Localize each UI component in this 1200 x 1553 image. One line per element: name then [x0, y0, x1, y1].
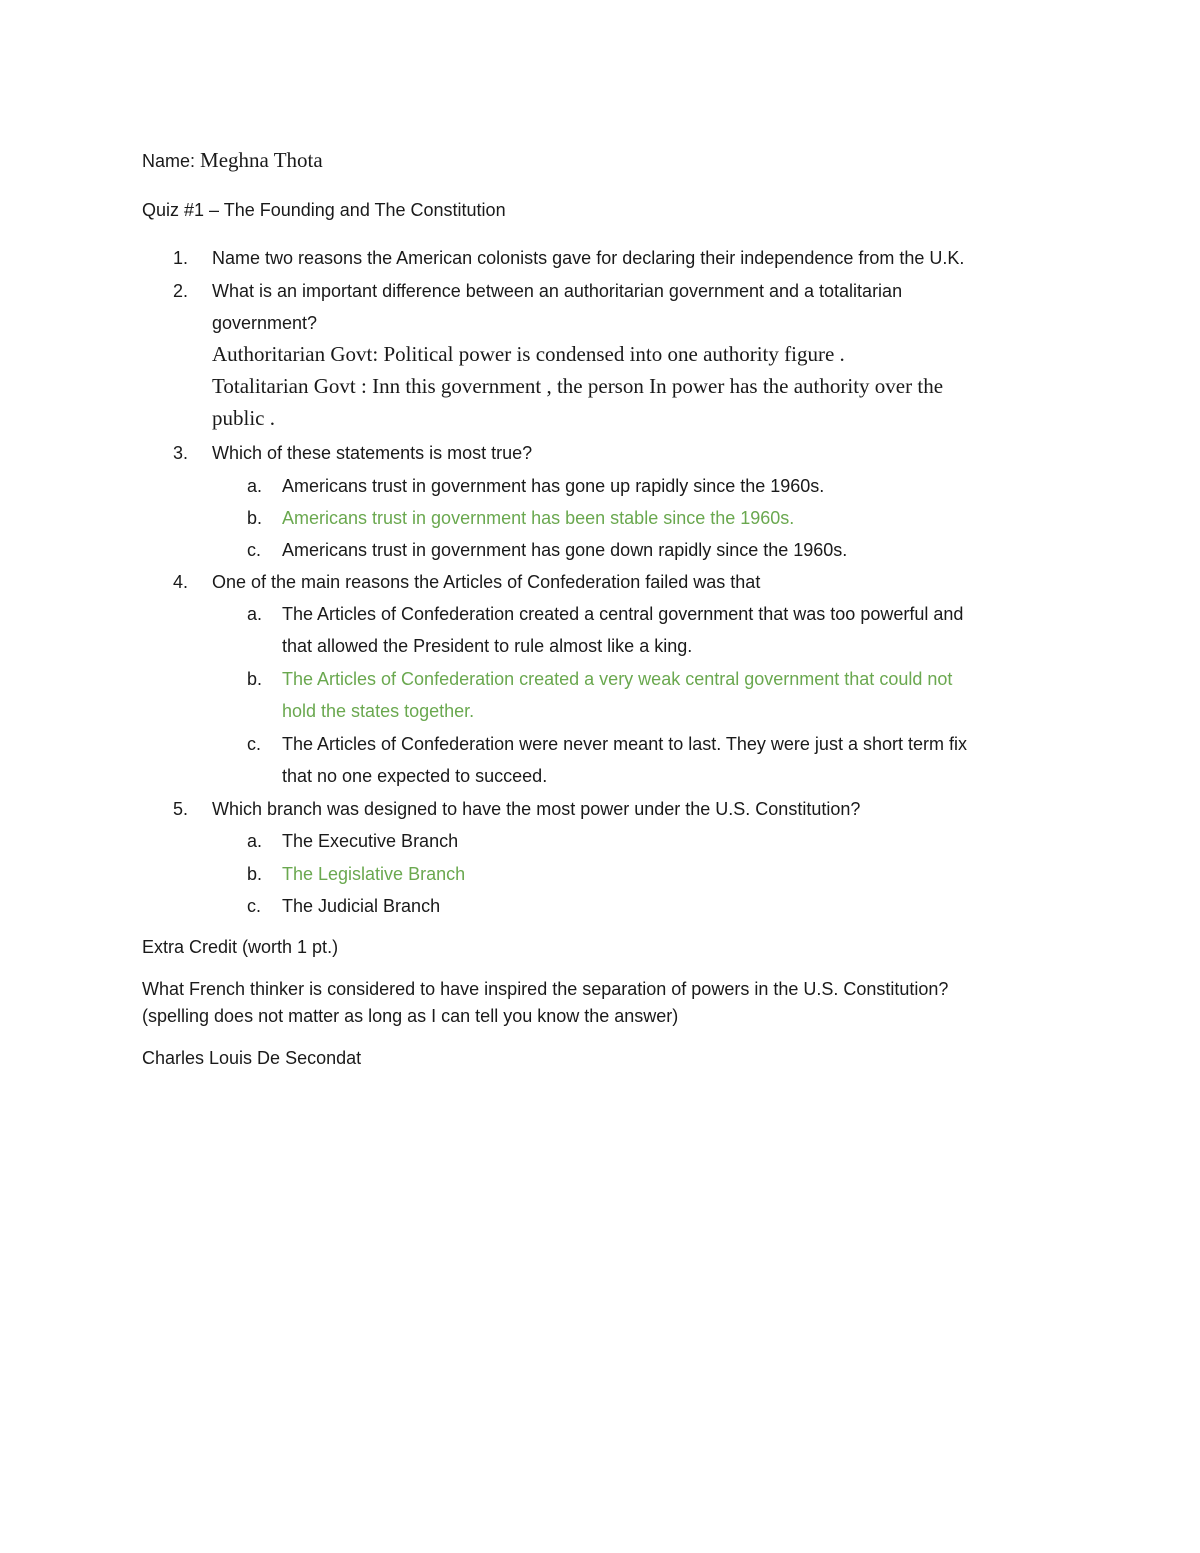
question-5-text: Which branch was designed to have the most power under the U.S. Constitution?	[212, 799, 861, 819]
option-letter: a.	[247, 831, 263, 851]
option-letter: c.	[247, 734, 262, 754]
question-3-option-b-selected: Americans trust in government has been stable since the 1960s.	[282, 508, 795, 528]
question-2-answer-line1: Authoritarian Govt: Political power is condensed into one authority figure .	[212, 342, 845, 366]
question-3-option-c: Americans trust in government has gone down rapidly since the 1960s.	[282, 540, 848, 560]
extra-credit-heading: Extra Credit (worth 1 pt.)	[142, 937, 339, 957]
extra-credit-answer: Charles Louis De Secondat	[142, 1048, 362, 1068]
question-4-option-a-line1: The Articles of Confederation created a central government that was too powerful and	[282, 604, 964, 624]
question-4-option-b-selected-line2: hold the states together.	[282, 701, 475, 721]
question-3-option-a: Americans trust in government has gone up rapidly since the 1960s.	[282, 476, 825, 496]
question-2-text-line1: What is an important difference between an authoritarian government and a totalitarian	[212, 281, 903, 301]
extra-credit-question-line1: What French thinker is considered to have inspired the separation of powers in the U.S. Constitution?	[142, 979, 949, 999]
student-name: Meghna Thota	[200, 148, 323, 172]
option-letter: c.	[247, 896, 262, 916]
question-4-option-b-selected-line1: The Articles of Confederation created a very weak central government that could not	[282, 669, 953, 689]
name-label: Name:	[142, 151, 196, 171]
question-number: 2.	[173, 281, 189, 301]
question-4-option-a-line2: that allowed the President to rule almost like a king.	[282, 636, 693, 656]
question-2-text-line2: government?	[212, 313, 318, 333]
question-4-text: One of the main reasons the Articles of Confederation failed was that	[212, 572, 761, 592]
question-5-option-a: The Executive Branch	[282, 831, 459, 851]
question-2-answer-line2: Totalitarian Govt : Inn this government , the person In power has the authority over the	[212, 374, 944, 398]
quiz-title: Quiz #1 – The Founding and The Constitution	[142, 200, 506, 220]
question-number: 5.	[173, 799, 189, 819]
option-letter: b.	[247, 669, 263, 689]
option-letter: c.	[247, 540, 262, 560]
question-number: 4.	[173, 572, 189, 592]
name-line	[142, 148, 323, 173]
option-letter: b.	[247, 864, 263, 884]
question-5-option-c: The Judicial Branch	[282, 896, 441, 916]
question-number: 1.	[173, 248, 189, 268]
extra-credit-question-line2: (spelling does not matter as long as I can tell you know the answer)	[142, 1006, 679, 1026]
option-letter: b.	[247, 508, 263, 528]
question-number: 3.	[173, 443, 189, 463]
question-5-option-b-selected: The Legislative Branch	[282, 864, 466, 884]
question-4-option-c-line2: that no one expected to succeed.	[282, 766, 548, 786]
option-letter: a.	[247, 604, 263, 624]
question-2-answer-line3: public .	[212, 406, 275, 430]
question-1-text: Name two reasons the American colonists gave for declaring their independence from the U.K.	[212, 248, 965, 268]
question-4-option-c-line1: The Articles of Confederation were never meant to last. They were just a short term fix	[282, 734, 967, 754]
question-3-text: Which of these statements is most true?	[212, 443, 533, 463]
option-letter: a.	[247, 476, 263, 496]
